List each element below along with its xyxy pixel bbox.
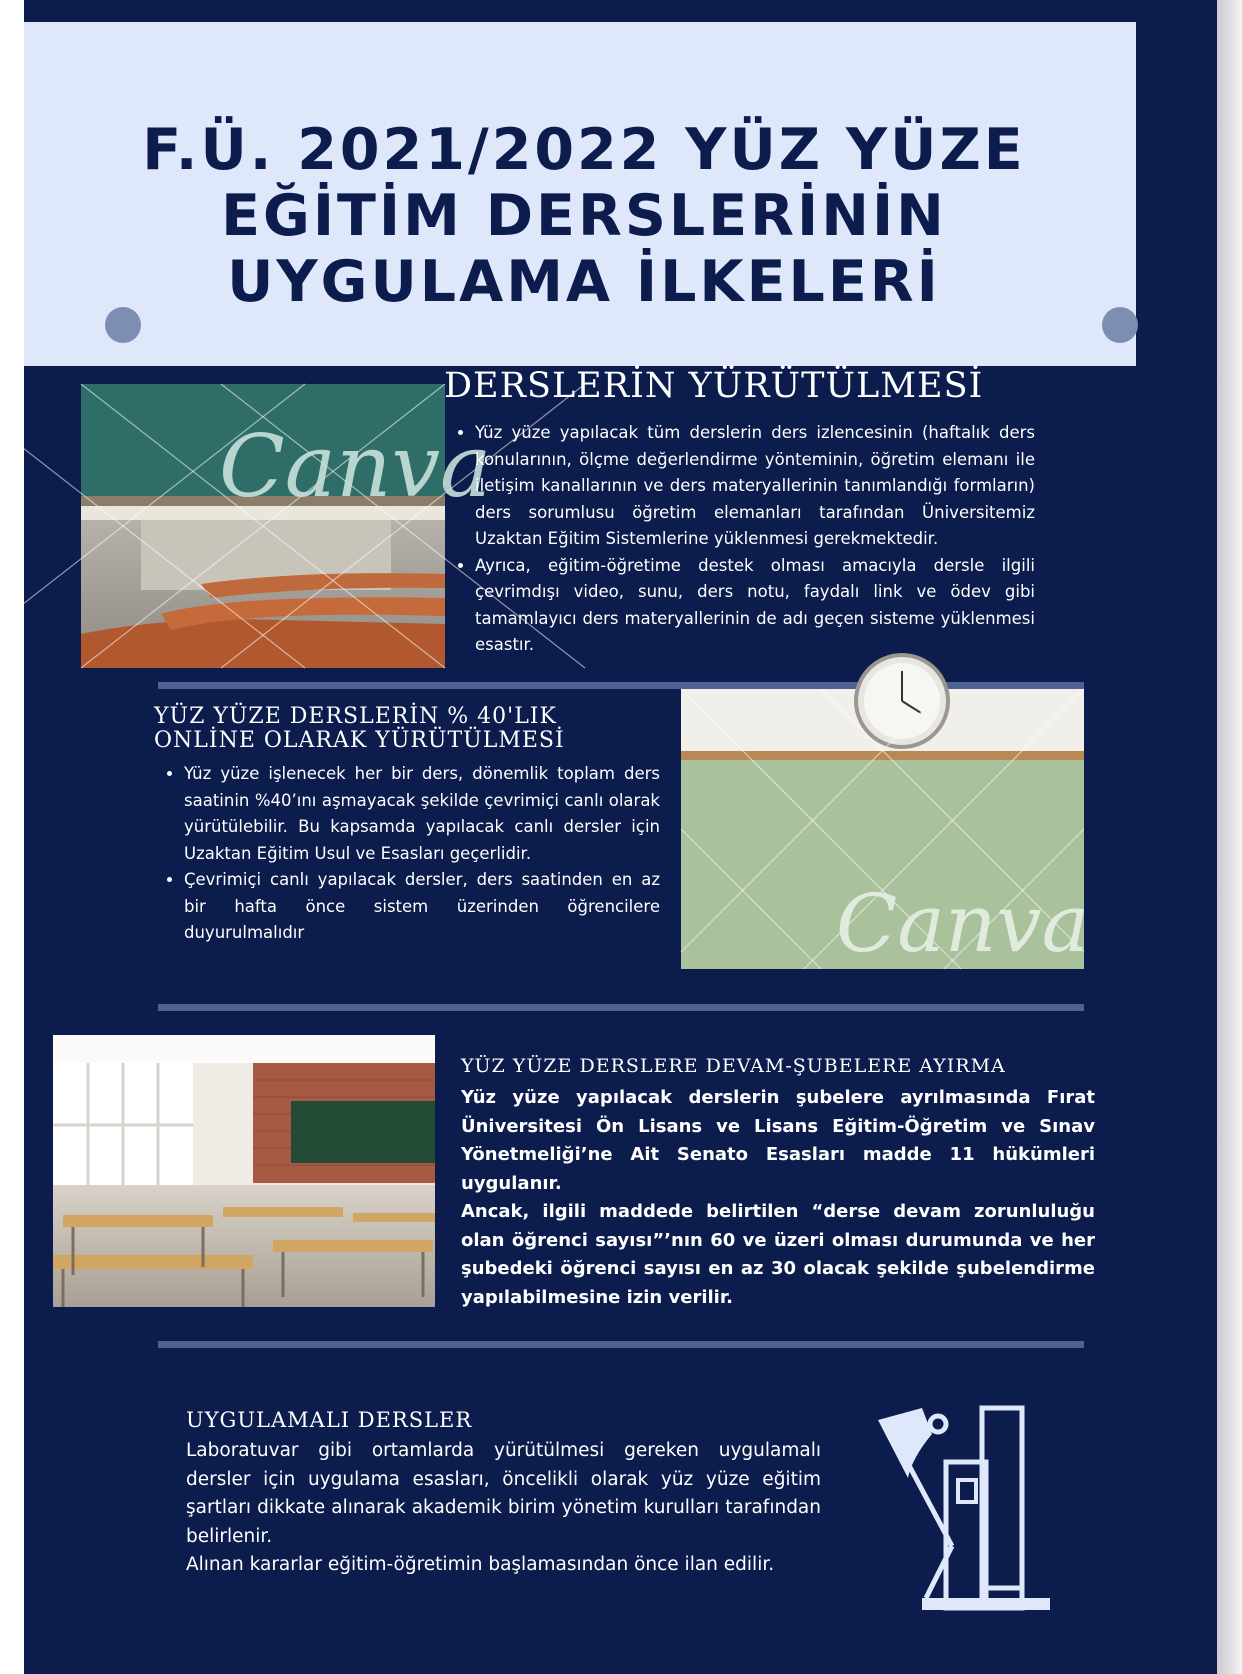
section3-paragraph-1: Yüz yüze yapılacak derslerin şubelere ayrılmasında Fırat Üniversitesi Ön Lisans ve Lisans Eğitim-Öğretim ve Sınav Yönetmeliği’ne Ait Senato Esasları madde 11 hükümleri uygulanır. (461, 1087, 1095, 1194)
page-edge-shadow (1217, 0, 1242, 1674)
desk-lamp-books-icon (852, 1398, 1082, 1628)
decorative-dot-right (1102, 307, 1138, 343)
title-banner (24, 22, 1136, 366)
poster-page (24, 0, 1217, 1674)
classroom-clock-photo (681, 689, 1090, 970)
empty-classroom-photo (53, 1035, 435, 1307)
section2-bullet-list (154, 761, 660, 947)
list-item: • Yüz yüze işlenecek her bir ders, dönemlik toplam ders saatinin %40’ını aşmayacak şekilde çevrimiçi canlı olarak yürütülebilir. Bu kapsamda yapılacak canlı dersler için Uzaktan Eğitim Usul ve Esasları geçerlidir. (184, 761, 660, 867)
section-heading-derslerin-yurutulmesi: DERSLERİN YÜRÜTÜLMESİ (444, 366, 984, 406)
section4-paragraph-1: Laboratuvar gibi ortamlarda yürütülmesi gereken uygulamalı dersler için uygulama esasları, öncelikli olarak yüz yüze eğitim şartları dikkate alınarak akademik birim yönetim kurulları tarafından belirlenir. (186, 1440, 821, 1547)
section1-bullet-list (445, 420, 1035, 659)
section4-paragraph-2: Alınan kararlar eğitim-öğretimin başlamasından önce ilan edilir. (186, 1554, 775, 1575)
section-heading-online-yurutulmesi: YÜZ YÜZE DERSLERİN % 40'LIK ONLİNE OLARAK YÜRÜTÜLMESİ (154, 704, 565, 753)
list-item: • Çevrimiçi canlı yapılacak dersler, ders saatinden en az bir hafta önce sistem üzerinden öğrencilere duyurulmalıdır (184, 867, 660, 947)
chalkboard-photo (81, 384, 492, 668)
page-title: F.Ü. 2021/2022 YÜZ YÜZE EĞİTİM DERSLERİNİN UYGULAMA İLKELERİ (142, 117, 1026, 315)
section-divider (158, 1004, 1084, 1011)
canva-watermark-1: Canva (219, 417, 492, 517)
decorative-dot-left (105, 307, 141, 343)
section-divider (158, 1341, 1084, 1348)
canva-watermark-2: Canva (836, 877, 1090, 970)
list-item: • Yüz yüze yapılacak tüm derslerin ders izlencesinin (haftalık ders konularının, ölçme değerlendirme yönteminin, öğretim elemanı ile iletişim kanallarının ve ders materyallerinin tanımlandığı formların) ders sorumlusu öğretim elemanları tarafından Üniversitemiz Uzaktan Eğitim Sistemlerine yüklenmesi gerekmektedir. (475, 420, 1035, 553)
list-item: • Ayrıca, eğitim-öğretime destek olması amacıyla dersle ilgili çevrimdışı video, sunu, ders notu, faydalı link ve ödev gibi tamamlayıcı ders materyallerinin de adı geçen sisteme yüklenmesi esastır. (475, 553, 1035, 659)
section3-paragraph-2: Ancak, ilgili maddede belirtilen “derse devam zorunluluğu olan öğrenci sayısı”’nın 60 ve üzeri olması durumunda ve her şubedeki öğrenci sayısı en az 30 olacak şekilde şubelendirme yapılabilmesine izin verilir. (461, 1201, 1095, 1308)
section-heading-uygulamali-dersler: UYGULAMALI DERSLER (186, 1408, 473, 1432)
section-heading-devam-subeler: YÜZ YÜZE DERSLERE DEVAM-ŞUBELERE AYIRMA (461, 1055, 1006, 1077)
